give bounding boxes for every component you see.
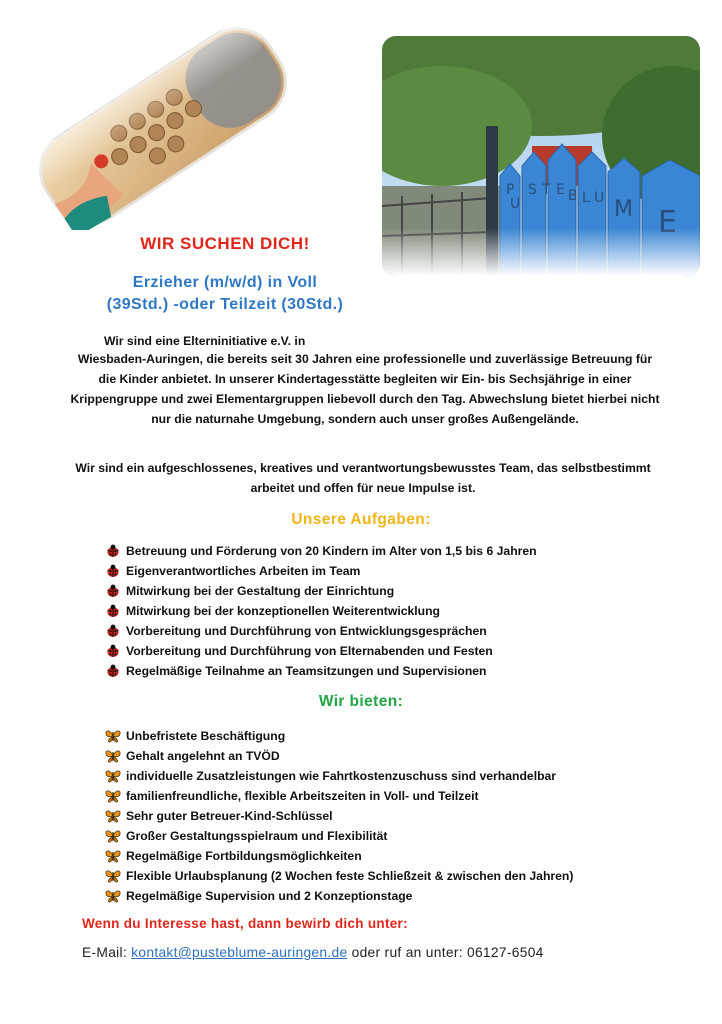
wooden-toy-photo [22,22,304,230]
job-title-line2: (39Std.) -oder Teilzeit (30Std.) [106,296,344,313]
list-item [104,826,573,846]
list-item [104,661,537,681]
ladybug-icon [104,584,122,598]
list-item [104,561,537,581]
list-item-text: Großer Gestaltungsspielraum und Flexibilität [126,829,388,843]
list-item-text: Mitwirkung bei der Gestaltung der Einrichtung [126,584,395,598]
intro-first-line: Wir sind eine Elterninitiative e.V. in [104,334,306,348]
email-link[interactable]: kontakt@pusteblume-auringen.de [131,945,348,960]
tasks-list [104,541,537,681]
list-item [104,541,537,561]
list-item-text: familienfreundliche, flexible Arbeitszeiten in Voll- und Teilzeit [126,789,479,803]
list-item-text: Vorbereitung und Durchführung von Entwicklungsgesprächen [126,624,487,638]
ladybug-icon [104,664,122,678]
list-item [104,581,537,601]
ladybug-icon [104,644,122,658]
job-title-line1: Erzieher (m/w/d) in Voll [132,274,318,291]
list-item-text: Betreuung und Förderung von 20 Kindern im Alter von 1,5 bis 6 Jahren [126,544,537,558]
phone-text: oder ruf an unter: 06127-6504 [351,945,544,960]
list-item-text: individuelle Zusatzleistungen wie Fahrtkostenzuschuss sind verhandelbar [126,769,557,783]
list-item [104,886,573,906]
butterfly-icon [104,769,122,783]
butterfly-icon [104,889,122,903]
list-item [104,766,573,786]
ladybug-icon [104,544,122,558]
butterfly-icon [104,829,122,843]
list-item [104,601,537,621]
contact-line [82,945,544,960]
offers-list [104,726,573,906]
list-item-text: Sehr guter Betreuer-Kind-Schlüssel [126,809,333,823]
contact-heading: Wenn du Interesse hast, dann bewirb dich unter: [82,916,408,931]
list-item-text: Eigenverantwortliches Arbeiten im Team [126,564,361,578]
list-item [104,786,573,806]
list-item [104,641,537,661]
list-item [104,726,573,746]
list-item [104,621,537,641]
butterfly-icon [104,869,122,883]
butterfly-icon [104,729,122,743]
list-item-text: Regelmäßige Supervision und 2 Konzeptionstage [126,889,413,903]
job-title [60,272,390,316]
butterfly-icon [104,789,122,803]
list-item-text: Regelmäßige Teilnahme an Teamsitzungen und Supervisionen [126,664,487,678]
ladybug-icon [104,624,122,638]
list-item [104,846,573,866]
butterfly-icon [104,809,122,823]
list-item-text: Mitwirkung bei der konzeptionellen Weiterentwicklung [126,604,440,618]
team-paragraph: Wir sind ein aufgeschlossenes, kreatives und verantwortungsbewusstes Team, das selbstbestimmt arbeitet und offen für neue Impulse ist. [75,461,651,495]
intro-paragraph: Wiesbaden-Auringen, die bereits seit 30 Jahren eine professionelle und zuverlässige Betreuung für die Kinder anbietet. In unserer Kindertagesstätte begleiten wir Ein- bis Sechsjährige in einer Krippengruppe und zwei Elementargruppen liebevoll durch den Tag. Abwechslung bietet hierbei nicht nur die naturnahe Umgebung, sondern auch unser großes Außengelände. [70,352,660,426]
ladybug-icon [104,604,122,618]
email-label: E-Mail: [82,945,128,960]
list-item-text: Flexible Urlaubsplanung (2 Wochen feste Schließzeit & zwischen den Jahren) [126,869,574,883]
tasks-heading: Unsere Aufgaben: [291,511,431,528]
list-item [104,746,573,766]
list-item-text: Gehalt angelehnt an TVÖD [126,749,280,763]
list-item-text: Unbefristete Beschäftigung [126,729,286,743]
list-item [104,866,573,886]
list-item-text: Vorbereitung und Durchführung von Elternabenden und Festen [126,644,493,658]
headline: WIR SUCHEN DICH! [140,234,310,253]
ladybug-icon [104,564,122,578]
butterfly-icon [104,849,122,863]
list-item [104,806,573,826]
list-item-text: Regelmäßige Fortbildungsmöglichkeiten [126,849,362,863]
offers-heading: Wir bieten: [318,693,404,710]
butterfly-icon [104,749,122,763]
